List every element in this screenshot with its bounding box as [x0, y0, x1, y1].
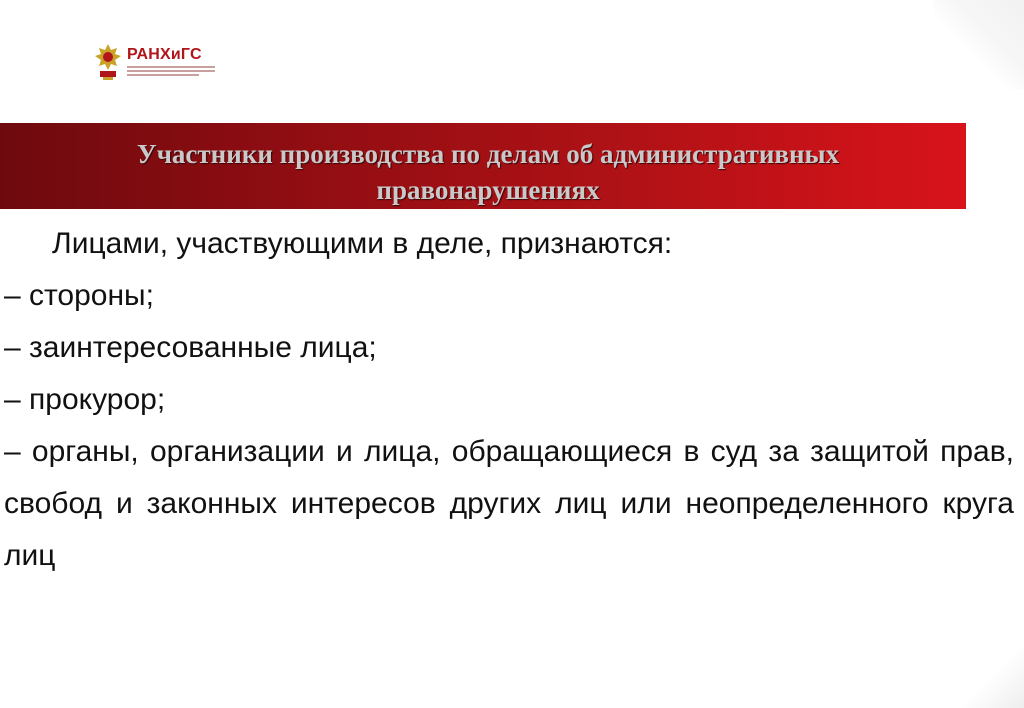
slide-title-line-2: правонарушениях — [376, 175, 600, 205]
list-item: – стороны; — [4, 279, 154, 312]
slide-title — [0, 136, 976, 208]
intro-text: Лицами, участвующими в деле, признаются: — [52, 227, 673, 260]
list-item: – прокурор; — [4, 383, 166, 416]
logo-name: РАНХиГС — [127, 45, 202, 63]
logo-subtitle-lines — [127, 66, 215, 78]
list-item: – заинтересованные лица; — [4, 331, 377, 364]
emblem-icon — [93, 42, 123, 82]
slide-title-line-1: Участники производства по делам об административных — [136, 139, 840, 169]
page-corner-decoration — [964, 648, 1024, 708]
page-curl-decoration — [934, 0, 1024, 90]
ranepa-logo — [93, 40, 223, 84]
list-item: – органы, организации и лица, обращающиеся в суд за защитой прав, свобод и законных интересов других лиц или неопределенного круга лиц — [4, 435, 1014, 572]
slide-body — [4, 218, 1014, 582]
